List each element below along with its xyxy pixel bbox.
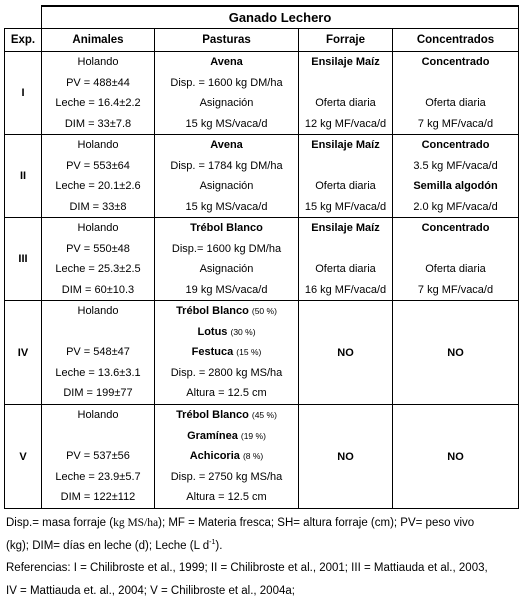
forraje-line: [299, 156, 392, 177]
header-concentrados: Concentrados: [393, 29, 519, 52]
animales-line: PV = 548±47: [66, 346, 130, 359]
exp-label: I: [5, 52, 42, 135]
table-notes: [6, 512, 520, 602]
table-row-iv: [5, 301, 519, 405]
forraje-line: Ensilaje Maíz: [311, 139, 380, 151]
animales-line: [42, 426, 154, 447]
animales-cell: [42, 135, 155, 218]
pasturas-cell: [155, 52, 299, 135]
animales-line: [42, 322, 154, 343]
header-row: [5, 29, 519, 52]
pasture-species: Trébol Blanco: [176, 305, 249, 318]
forraje-no: NO: [299, 301, 393, 405]
note-text: ).: [215, 539, 223, 552]
pasturas-line: Disp. = 1600 kg DM/ha: [170, 76, 283, 89]
animales-line: Holando: [77, 409, 119, 422]
pasturas-line: Disp. = 1784 kg DM/ha: [170, 159, 283, 172]
table-title: Ganado Lechero: [42, 6, 519, 29]
pasturas-cell: [155, 301, 299, 405]
forraje-line: 12 kg MF/vaca/d: [304, 117, 387, 130]
pasturas-line: Avena: [210, 139, 243, 151]
animales-line: PV = 553±64: [66, 159, 130, 172]
animales-line: DIM = 122±112: [60, 491, 136, 504]
exp-label: IV: [5, 301, 42, 405]
concentrados-cell: [393, 135, 519, 218]
forraje-line: [299, 239, 392, 260]
pasture-percent: (15 %): [236, 347, 262, 358]
animales-line: Leche = 25.3±2.5: [55, 263, 141, 275]
animales-line: DIM = 60±10.3: [61, 283, 135, 296]
pasturas-line: 19 kg MS/vaca/d: [185, 283, 268, 296]
animales-cell: [42, 52, 155, 135]
concentrados-line: [393, 73, 518, 94]
pasture-percent: (45 %): [251, 410, 277, 421]
forraje-cell: [299, 52, 393, 135]
concentrados-line: Concentrado: [421, 222, 490, 234]
forraje-line: Oferta diaria: [315, 180, 376, 192]
forraje-line: 15 kg MF/vaca/d: [304, 200, 387, 213]
animales-cell: [42, 301, 155, 405]
exp-label: II: [5, 135, 42, 218]
pasturas-line: 15 kg MS/vaca/d: [185, 200, 268, 213]
concentrados-line: Concentrado: [421, 56, 490, 68]
concentrados-cell: [393, 218, 519, 301]
animales-cell: [42, 218, 155, 301]
exp-label: III: [5, 218, 42, 301]
pasturas-cell: [155, 405, 299, 509]
table-title-row: [5, 6, 519, 29]
concentrados-cell: [393, 52, 519, 135]
animales-line: Holando: [77, 56, 119, 68]
header-pasturas: Pasturas: [155, 29, 299, 52]
forraje-line: 16 kg MF/vaca/d: [304, 283, 387, 296]
forraje-cell: [299, 135, 393, 218]
concentrados-line: 7 kg MF/vaca/d: [417, 283, 494, 296]
forraje-line: Oferta diaria: [315, 97, 376, 109]
animales-line: Leche = 16.4±2.2: [55, 97, 141, 109]
forraje-line: Oferta diaria: [315, 263, 376, 275]
animales-line: Leche = 13.6±3.1: [55, 366, 141, 379]
pasturas-line: Altura = 12.5 cm: [186, 387, 267, 400]
pasture-percent: (50 %): [251, 306, 277, 317]
forraje-no: NO: [299, 405, 393, 509]
pasture-percent: (8 %): [242, 451, 264, 462]
header-forraje: Forraje: [299, 29, 393, 52]
animales-line: Leche = 23.9±5.7: [55, 470, 141, 483]
pasturas-line: Asignación: [199, 180, 254, 192]
pasturas-line: Asignación: [199, 97, 254, 109]
concentrados-line: Oferta diaria: [425, 97, 486, 109]
note-text: ); MF = Materia fresca; SH= altura forraje (cm); PV= peso vivo: [158, 517, 475, 529]
pasturas-cell: [155, 218, 299, 301]
pasture-species: Gramínea: [187, 429, 238, 442]
notes-line-1: [6, 512, 520, 535]
note-text: (kg); DIM= días en leche (d); Leche (L d: [6, 539, 210, 552]
concentrados-line: 3.5 kg MF/vaca/d: [413, 159, 498, 172]
pasture-percent: (30 %): [230, 326, 256, 337]
pasture-species: Achicoria: [189, 450, 240, 463]
pasturas-line: Disp.= 1600 kg DM/ha: [171, 242, 282, 255]
pasturas-line: Trébol Blanco: [190, 222, 263, 234]
notes-line-2: [6, 535, 520, 558]
animales-line: PV = 488±44: [66, 76, 130, 89]
notes-line-3: Referencias: I = Chilibroste et al., 1999; II = Chilibroste et al., 2001; III = Mattiauda et al., 2003,: [6, 562, 488, 574]
table-row-ii: [5, 135, 519, 218]
animales-line: DIM = 199±77: [63, 387, 133, 400]
concentrados-line: Oferta diaria: [425, 263, 486, 275]
animales-line: PV = 550±48: [66, 242, 130, 255]
table-row-i: [5, 52, 519, 135]
forraje-line: [299, 73, 392, 94]
concentrados-no: NO: [393, 301, 519, 405]
pasturas-line: Asignación: [199, 263, 254, 275]
header-exp: Exp.: [5, 29, 42, 52]
animales-line: Leche = 20.1±2.6: [55, 180, 141, 192]
cattle-trials-table: [4, 5, 519, 509]
pasturas-line: Avena: [210, 56, 243, 68]
pasturas-line: Altura = 12.5 cm: [186, 491, 267, 504]
animales-line: Holando: [77, 305, 119, 318]
note-unit: kg MS/ha: [113, 517, 159, 529]
concentrados-no: NO: [393, 405, 519, 509]
exp-label: V: [5, 405, 42, 509]
forraje-line: Ensilaje Maíz: [311, 222, 380, 234]
animales-cell: [42, 405, 155, 509]
pasture-species: Festuca: [191, 346, 234, 359]
pasturas-line: 15 kg MS/vaca/d: [185, 117, 268, 130]
pasture-species: Lotus: [197, 325, 228, 338]
note-superscript: -1: [209, 538, 216, 546]
pasturas-line: Disp. = 2800 kg MS/ha: [170, 366, 283, 379]
animales-line: Holando: [77, 222, 119, 234]
concentrados-line: Semilla algodón: [413, 180, 498, 192]
forraje-line: Ensilaje Maíz: [311, 56, 380, 68]
concentrados-line: [393, 239, 518, 260]
pasture-percent: (19 %): [240, 430, 266, 441]
concentrados-line: 7 kg MF/vaca/d: [417, 117, 494, 130]
concentrados-line: 2.0 kg MF/vaca/d: [413, 200, 498, 213]
animales-line: Holando: [77, 139, 119, 151]
table-row-iii: [5, 218, 519, 301]
notes-line-4: IV = Mattiauda et. al., 2004; V = Chilibroste et al., 2004a;: [6, 584, 295, 597]
animales-line: DIM = 33±8: [69, 200, 127, 213]
title-corner-blank: [5, 6, 42, 29]
pasturas-cell: [155, 135, 299, 218]
animales-line: PV = 537±56: [66, 450, 130, 463]
pasture-species: Trébol Blanco: [176, 409, 249, 422]
forraje-cell: [299, 218, 393, 301]
table-row-v: [5, 405, 519, 509]
pasturas-line: Disp. = 2750 kg MS/ha: [170, 470, 283, 483]
concentrados-line: Concentrado: [421, 139, 490, 151]
header-animales: Animales: [42, 29, 155, 52]
note-text: Disp.= masa forraje (: [6, 517, 114, 529]
animales-line: DIM = 33±7.8: [64, 117, 132, 130]
